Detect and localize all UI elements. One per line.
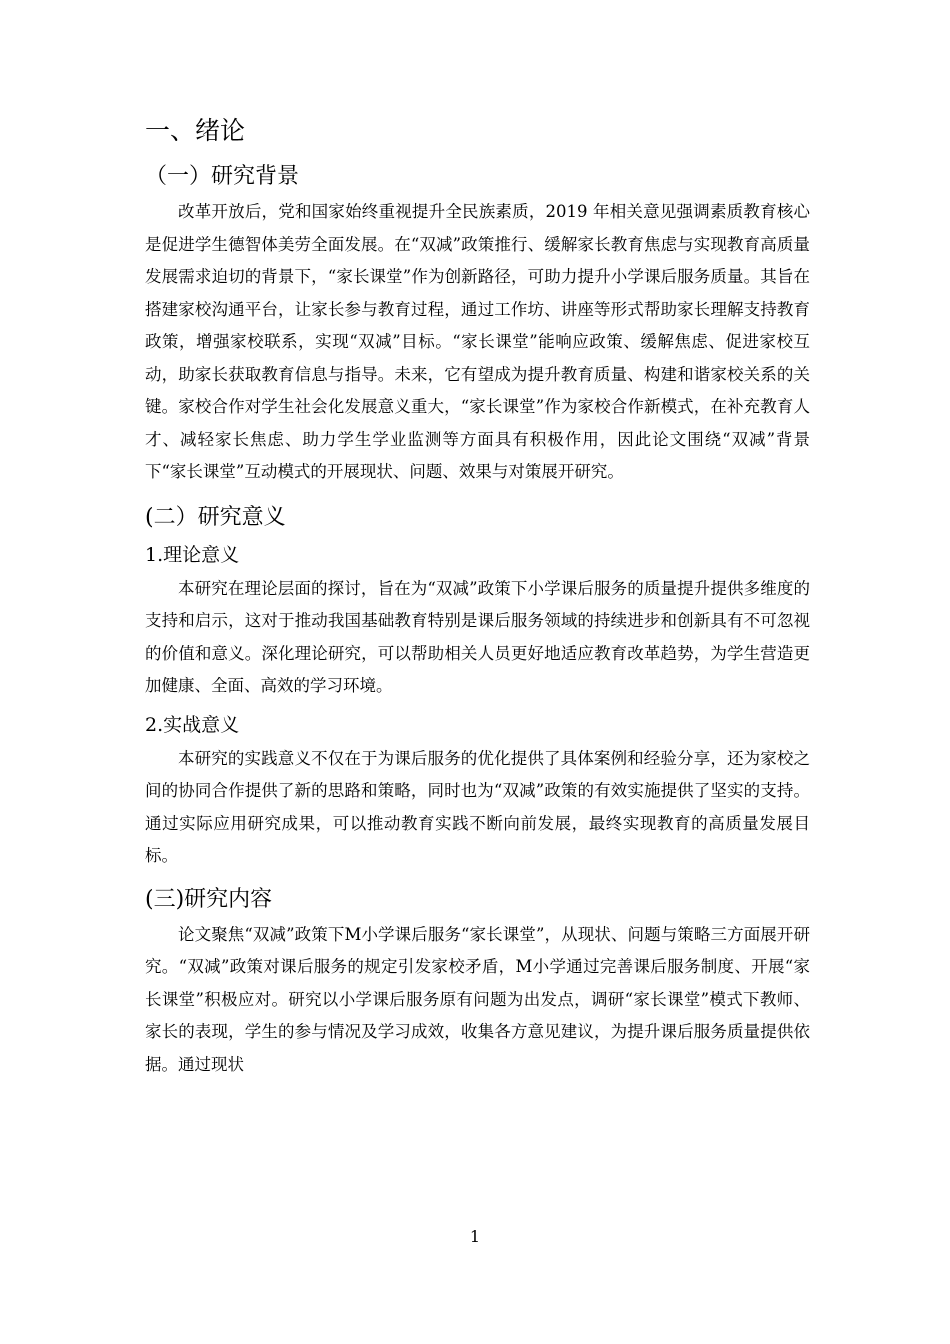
section-heading-background: （一）研究背景 [145,164,300,189]
paragraph-practice: 本研究的实践意义不仅在于为课后服务的优化提供了具体案例和经验分享，还为家校之间的协同合作提供了新的思路和策略，同时也为“双减”政策的有效实施提供了坚实的支持。通过实际应用研究成果，可以推动教育实践不断向前发展，最终实现教育的高质量发展目标。 [145,748,810,865]
section-heading-significance: (二）研究意义 [145,504,286,530]
chapter-title: 一、绪论 [145,116,246,145]
section-heading-content: (三)研究内容 [145,886,273,912]
subsection-heading-practice: 2.实战意义 [145,713,240,736]
page-number: 1 [469,1227,481,1246]
document-page [145,100,810,1081]
paragraph-theory: 本研究在理论层面的探讨，旨在为“双减”政策下小学课后服务的质量提升提供多维度的支持和启示，这对于推动我国基础教育特别是课后服务领域的持续进步和创新具有不可忽视的价值和意义。深化理论研究，可以帮助相关人员更好地适应教育改革趋势，为学生营造更加健康、全面、高效的学习环境。 [145,578,810,695]
paragraph-background: 改革开放后，党和国家始终重视提升全民族素质，2019 年相关意见强调素质教育核心是促进学生德智体美劳全面发展。在“双减”政策推行、缓解家长教育焦虑与实现教育高质量发展需求迫切的背景下，“家长课堂”作为创新路径，可助力提升小学课后服务质量。其旨在搭建家校沟通平台，让家长参与教育过程，通过工作坊、讲座等形式帮助家长理解支持教育政策，增强家校联系，实现“双减”目标。“家长课堂”能响应政策、缓解焦虑、促进家校互动，助家长获取教育信息与指导。未来，它有望成为提升教育质量、构建和谐家校关系的关键。家校合作对学生社会化发展意义重大，“家长课堂”作为家校合作新模式，在补充教育人才、减轻家长焦虑、助力学生学业监测等方面具有积极作用，因此论文围绕“双减”背景下“家长课堂”互动模式的开展现状、问题、效果与对策展开研究。 [145,202,810,481]
subsection-heading-theory: 1.理论意义 [145,543,240,566]
paragraph-content: 论文聚焦“双减”政策下M小学课后服务“家长课堂”，从现状、问题与策略三方面展开研究。“双减”政策对课后服务的规定引发家校矛盾，M小学通过完善课后服务制度、开展“家长课堂”积极应对。研究以小学课后服务原有问题为出发点，调研“家长课堂”模式下教师、家长的表现，学生的参与情况及学习成效，收集各方意见建议，为提升课后服务质量提供依据。通过现状 [145,924,810,1074]
